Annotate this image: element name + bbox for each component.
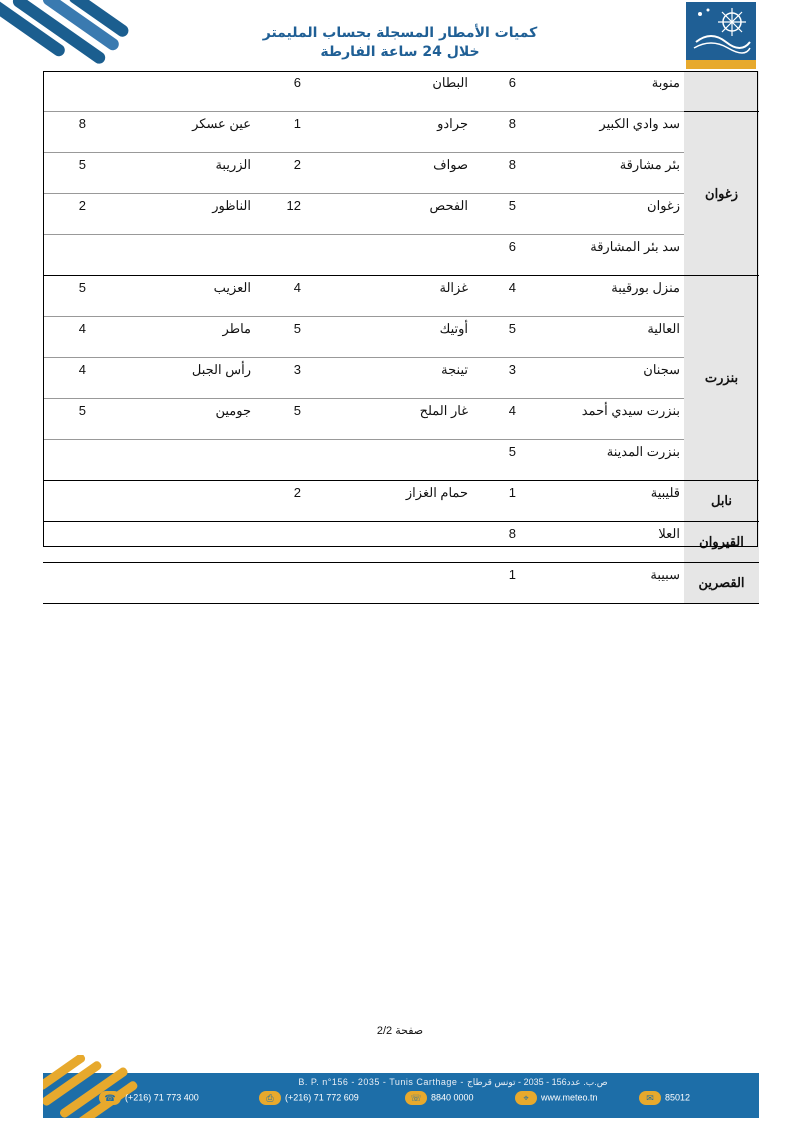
table-row: [43, 112, 759, 153]
website-link[interactable]: www.meteo.tn: [541, 1092, 598, 1103]
station-name: أوتيك: [439, 321, 468, 336]
footer-phone: [99, 1091, 199, 1105]
station-name: سبيبة: [650, 567, 680, 582]
rain-value: 4: [508, 403, 516, 418]
station-name: [307, 563, 472, 604]
rain-value: 5: [78, 403, 86, 418]
rain-value: 8: [508, 116, 516, 131]
station-name: بئر مشارقة: [619, 157, 680, 172]
rain-value: 8: [508, 157, 516, 172]
table-row: [43, 440, 759, 481]
station-name: [92, 522, 255, 563]
station-name: بنزرت المدينة: [606, 444, 680, 459]
footer-website[interactable]: [515, 1091, 598, 1105]
station-name: العلا: [658, 526, 680, 541]
table-row: [43, 194, 759, 235]
rain-value: 4: [78, 321, 86, 336]
rain-value: 2: [293, 485, 301, 500]
rain-value: 2: [293, 157, 301, 172]
rain-value: 1: [508, 485, 516, 500]
rain-value: 8: [78, 116, 86, 131]
station-name: بنزرت سيدي أحمد: [581, 403, 680, 418]
table-row: [43, 276, 759, 317]
rain-value: 1: [508, 567, 516, 582]
station-name: سد وادي الكبير: [599, 116, 680, 131]
fax-icon: ⎙: [259, 1091, 281, 1105]
footer-fax: [259, 1091, 359, 1105]
rain-value: 3: [508, 362, 516, 377]
sms-icon: ✉: [639, 1091, 661, 1105]
rain-value: 5: [508, 198, 516, 213]
rain-value: [43, 440, 92, 481]
station-name: تينجة: [441, 362, 468, 377]
rain-value: 4: [293, 280, 301, 295]
station-name: العالية: [647, 321, 680, 336]
rain-value: 5: [293, 321, 301, 336]
rain-value: [43, 235, 92, 276]
footer-green-number: [405, 1091, 474, 1105]
station-name: رأس الجبل: [191, 362, 251, 377]
table-row: [43, 522, 759, 563]
rain-value: [43, 481, 92, 522]
rain-value: [43, 563, 92, 604]
table-row: [43, 153, 759, 194]
footer-address: B. P. n°156 - 2035 - Tunis Carthage - ص.ب. عدد156 - 2035 - تونس قرطاج: [298, 1077, 608, 1087]
rain-value: [255, 235, 307, 276]
station-name: [307, 235, 472, 276]
station-name: [92, 71, 255, 112]
rain-value: 4: [78, 362, 86, 377]
station-name: قليبية: [650, 485, 680, 500]
table-row: [43, 563, 759, 604]
rain-value: 5: [508, 321, 516, 336]
station-name: [92, 440, 255, 481]
green-number-icon: ☏: [405, 1091, 427, 1105]
rain-value: [255, 440, 307, 481]
institute-logo: [686, 2, 756, 70]
rain-value: 3: [293, 362, 301, 377]
station-name: [307, 440, 472, 481]
station-name: جومين: [215, 403, 251, 418]
rain-value: [255, 563, 307, 604]
header-decoration: [0, 0, 140, 80]
page-title: [200, 24, 600, 62]
rain-value: 5: [78, 157, 86, 172]
footer: [43, 1055, 759, 1118]
station-name: زغوان: [647, 198, 680, 213]
footer-sms: [639, 1091, 690, 1105]
fax-number: (+216) 71 772 609: [285, 1092, 359, 1103]
governorate-cell: [684, 71, 759, 112]
table-row: [43, 71, 759, 112]
station-name: ماطر: [222, 321, 251, 336]
table-row: [43, 481, 759, 522]
green-number: 8840 0000: [431, 1092, 474, 1103]
station-name: [307, 522, 472, 563]
rain-value: 4: [508, 280, 516, 295]
rainfall-table: [43, 71, 759, 604]
station-name: صواف: [433, 157, 468, 172]
rain-value: 12: [286, 198, 301, 213]
station-name: العزيب: [213, 280, 251, 295]
governorate-bizerte: بنزرت: [684, 276, 759, 481]
station-name: [92, 481, 255, 522]
title-line-2: خلال 24 ساعة الفارطة: [320, 44, 480, 60]
rain-value: 5: [293, 403, 301, 418]
station-name: حمام الغزاز: [405, 485, 468, 500]
rain-value: 6: [508, 75, 516, 90]
station-name: البطان: [432, 75, 468, 90]
table-row: [43, 399, 759, 440]
rain-value: 8: [508, 526, 516, 541]
phone-number: (+216) 71 773 400: [125, 1092, 199, 1103]
station-name: منوبة: [651, 75, 680, 90]
rain-value: 6: [293, 75, 301, 90]
station-name: غزالة: [439, 280, 468, 295]
rain-value: 2: [78, 198, 86, 213]
station-name: منزل بورقيبة: [611, 280, 680, 295]
rain-value: 5: [78, 280, 86, 295]
station-name: الفحص: [429, 198, 468, 213]
station-name: الزريبة: [215, 157, 251, 172]
rain-value: [255, 522, 307, 563]
station-name: [92, 235, 255, 276]
table-row: [43, 358, 759, 399]
station-name: عين عسكر: [192, 116, 251, 131]
rain-value: [43, 522, 92, 563]
table-row: [43, 317, 759, 358]
station-name: جرادو: [437, 116, 468, 131]
rain-value: 6: [508, 239, 516, 254]
rain-value: 5: [508, 444, 516, 459]
web-icon: ⌖: [515, 1091, 537, 1105]
governorate-kasserine: القصرين: [684, 563, 759, 604]
station-name: [92, 563, 255, 604]
governorate-nabeul: نابل: [684, 481, 759, 522]
phone-icon: ☎: [99, 1091, 121, 1105]
station-name: سد بئر المشارقة: [590, 239, 680, 254]
title-line-1: كميات الأمطار المسجلة بحساب المليمتر: [262, 25, 538, 41]
station-name: الناظور: [212, 198, 251, 213]
governorate-kairouan: القيروان: [684, 522, 759, 563]
page-number: صفحة 2/2: [376, 1025, 424, 1037]
rain-value: 1: [293, 116, 301, 131]
governorate-zaghouan: زغوان: [684, 112, 759, 276]
station-name: سجنان: [643, 362, 680, 377]
sms-number: 85012: [665, 1092, 691, 1103]
rain-value: [43, 71, 92, 112]
station-name: غار الملح: [419, 403, 468, 418]
table-row: [43, 235, 759, 276]
